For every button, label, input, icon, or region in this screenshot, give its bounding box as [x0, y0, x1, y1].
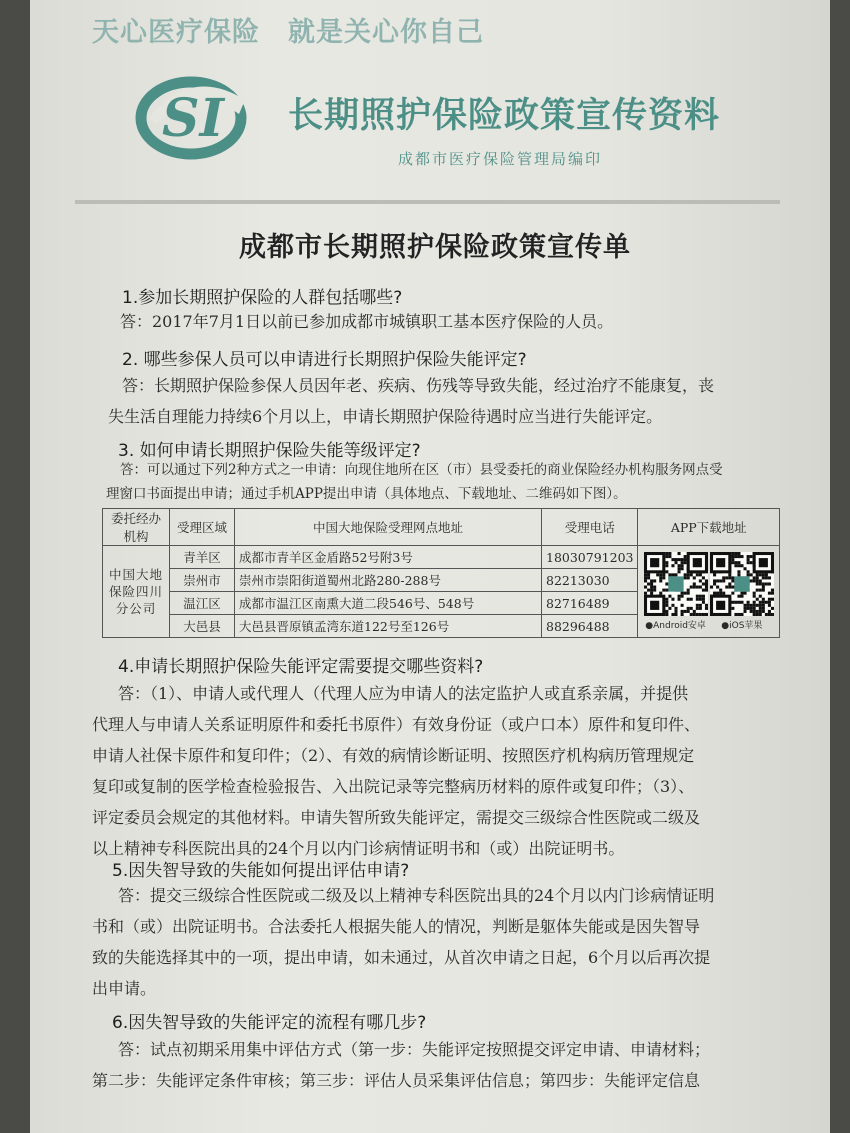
- qr-code-icon: [644, 552, 708, 616]
- svg-text:SI: SI: [162, 88, 224, 149]
- slogan-left: 天心医疗保险: [92, 17, 260, 48]
- area-cell: 崇州市: [170, 569, 235, 592]
- answer-line: 书和（或）出院证明书。合法委托人根据失能人的情况，判断是躯体失能或是因失智导: [92, 917, 701, 936]
- phone-cell: 18030791203: [542, 546, 638, 569]
- phone-cell: 88296488: [542, 615, 638, 638]
- answer-line: 申请人社保卡原件和复印件；（2）、有效的病情诊断证明、按照医疗机构病历管理规定: [92, 746, 695, 765]
- apple-icon: ●: [721, 621, 730, 631]
- answer-1: [120, 306, 613, 337]
- app-download-cell: [638, 546, 780, 638]
- area-cell: 大邑县: [170, 615, 235, 638]
- qr-label-ios: ●iOS苹果: [721, 621, 763, 631]
- answer-3: [106, 458, 786, 506]
- question-5: 5.因失智导致的失能如何提出评估申请?: [112, 861, 410, 881]
- question-3: 3. 如何申请长期照护保险失能等级评定?: [118, 441, 421, 461]
- answer-line: 答：长期照护保险参保人员因年老、疾病、伤残等导致失能，经过治疗不能康复，丧: [122, 376, 715, 395]
- header-subtitle: 成都市医疗保险管理局编印: [398, 150, 603, 168]
- answer-2: [108, 370, 788, 432]
- service-table: [102, 508, 780, 638]
- question-2: 2. 哪些参保人员可以申请进行长期照护保险失能评定?: [122, 350, 527, 370]
- answer-line: 答：试点初期采用集中评估方式（第一步：失能评定按照提交评定申请、申请材料；: [118, 1040, 711, 1059]
- slogan-right: 就是关心你自己: [288, 17, 484, 48]
- question-6: 6.因失智导致的失能评定的流程有哪几步?: [112, 1013, 427, 1033]
- answer-line: 复印或复制的医学检查检验报告、入出院记录等完整病历材料的原件或复印件；（3）、: [92, 777, 695, 796]
- area-cell: 温江区: [170, 592, 235, 615]
- si-logo-icon: [135, 74, 247, 162]
- qr-code-icon: [710, 552, 774, 616]
- address-cell: 成都市温江区南熏大道二段546号、548号: [235, 592, 542, 615]
- address-cell: 成都市青羊区金盾路52号附3号: [235, 546, 542, 569]
- android-qr[interactable]: [644, 552, 708, 631]
- answer-line: 答：2017年7月1日以前已参加成都市城镇职工基本医疗保险的人员。: [120, 312, 614, 331]
- column-header: 委托经办机构: [103, 509, 170, 546]
- page-title: 成都市长期照护保险政策宣传单: [239, 232, 631, 263]
- qr-label-android: ●Android安卓: [645, 621, 706, 631]
- area-cell: 青羊区: [170, 546, 235, 569]
- android-icon: ●: [645, 621, 654, 631]
- question-4: 4.申请长期照护保险失能评定需要提交哪些资料?: [118, 657, 484, 677]
- column-header: 中国大地保险受理网点地址: [235, 509, 542, 546]
- phone-cell: 82716489: [542, 592, 638, 615]
- answer-line: 答：提交三级综合性医院或二级及以上精神专科医院出具的24个月以内门诊病情证明: [118, 886, 715, 905]
- answer-line: 出申请。: [92, 979, 157, 998]
- answer-6: [92, 1034, 792, 1096]
- slogan: [92, 10, 512, 49]
- table-header-row: [103, 509, 780, 546]
- column-header: 受理区域: [170, 509, 235, 546]
- answer-4: [92, 678, 792, 864]
- answer-line: 失生活自理能力持续6个月以上，申请长期照护保险待遇时应当进行失能评定。: [108, 407, 663, 426]
- ios-qr[interactable]: [710, 552, 774, 631]
- answer-5: [92, 880, 792, 1004]
- answer-line: 代理人与申请人关系证明原件和委托书原件）有效身份证（或户口本）原件和复印件、: [92, 715, 701, 734]
- address-cell: 大邑县晋原镇孟湾东道122号至126号: [235, 615, 542, 638]
- column-header: APP下载地址: [638, 509, 780, 546]
- answer-line: 致的失能选择其中的一项，提出申请，如未通过，从首次申请之日起，6个月以后再次提: [92, 948, 711, 967]
- table-row: [103, 546, 780, 569]
- header-divider: [75, 200, 780, 204]
- answer-line: 第二步：失能评定条件审核；第三步：评估人员采集评估信息；第四步：失能评定信息: [92, 1071, 701, 1090]
- address-cell: 崇州市崇阳街道蜀州北路280-288号: [235, 569, 542, 592]
- question-1: 1.参加长期照护保险的人群包括哪些?: [122, 288, 403, 308]
- org-cell: 中国大地保险四川分公司: [103, 546, 170, 638]
- answer-line: 评定委员会规定的其他材料。申请失智所致失能评定，需提交三级综合性医院或二级及: [92, 808, 701, 827]
- column-header: 受理电话: [542, 509, 638, 546]
- answer-line: 答：（1）、申请人或代理人（代理人应为申请人的法定监护人或直系亲属，并提供: [118, 684, 689, 703]
- phone-cell: 82213030: [542, 569, 638, 592]
- answer-line: 以上精神专科医院出具的24个月以内门诊病情证明书和（或）出院证明书。: [92, 839, 625, 858]
- header-title: 长期照护保险政策宣传资料: [288, 95, 721, 136]
- answer-line: 理窗口书面提出申请；通过手机APP提出申请（具体地点、下载地址、二维码如下图）。: [106, 486, 627, 502]
- answer-line: 答：可以通过下列2种方式之一申请：向现住地所在区（市）县受委托的商业保险经办机构服务网点受: [120, 462, 723, 478]
